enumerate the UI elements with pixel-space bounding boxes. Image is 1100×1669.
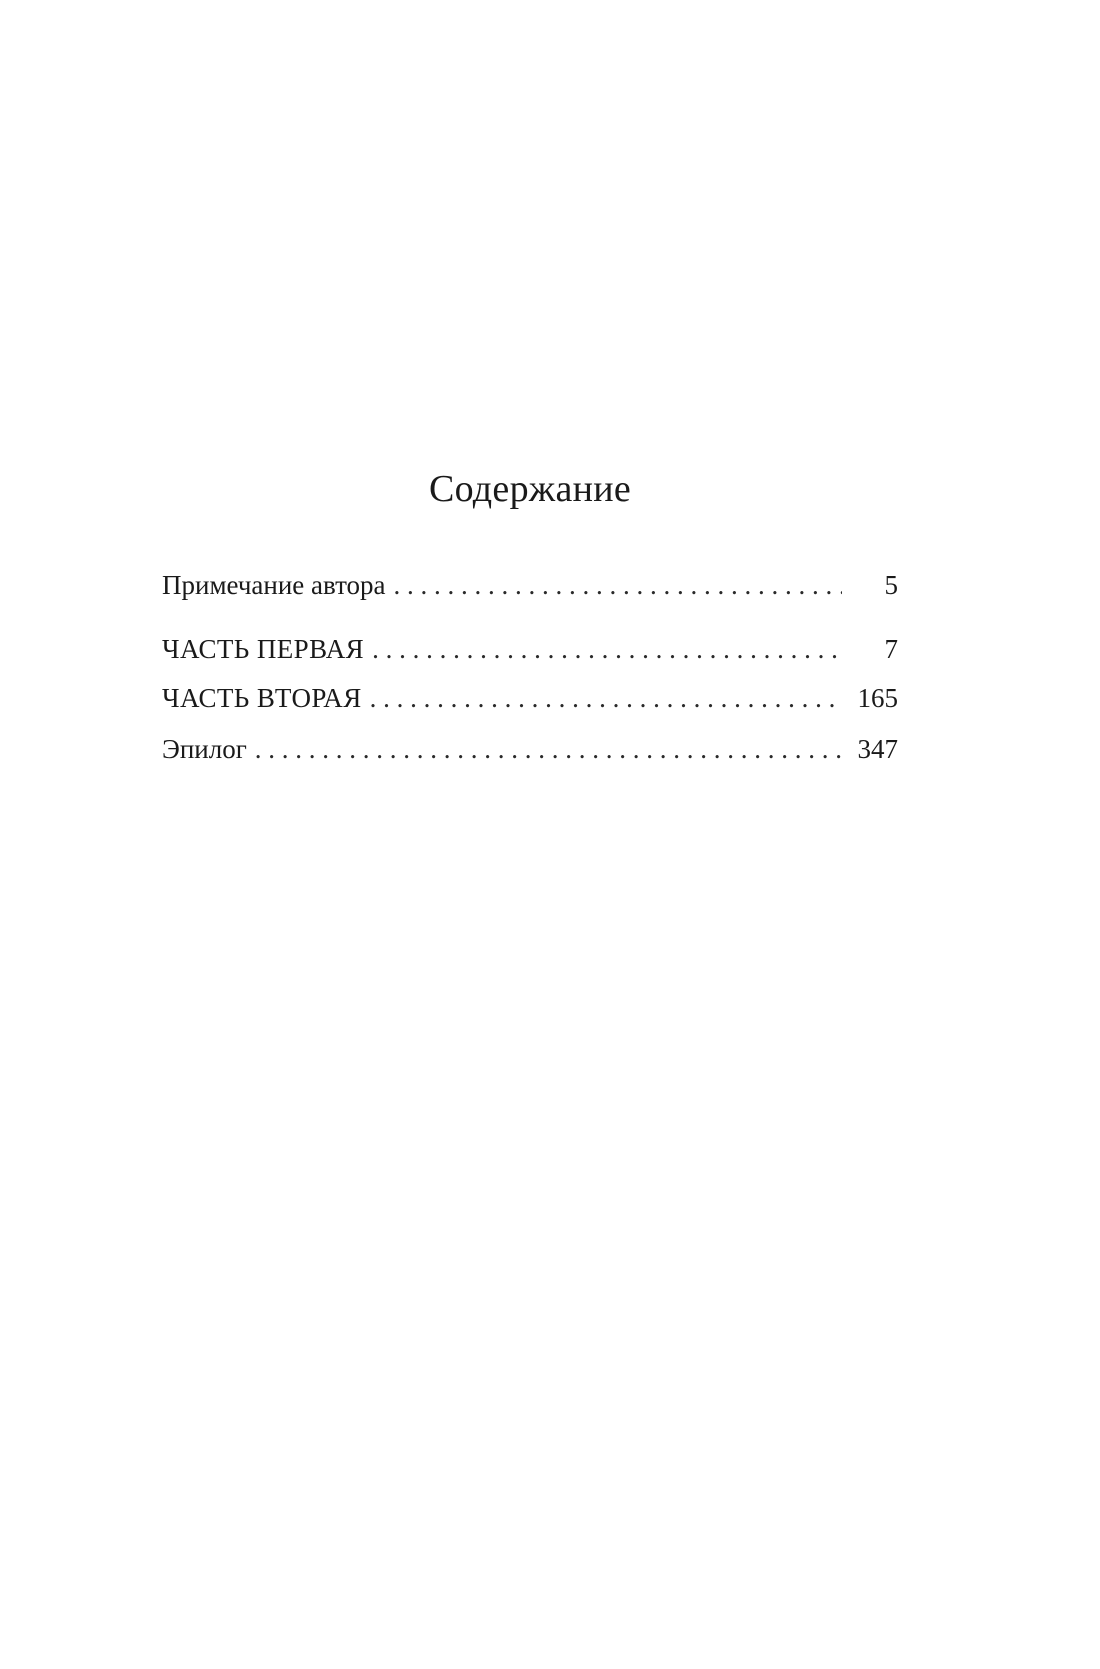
dot-leader xyxy=(372,636,842,663)
toc-entry-label: Эпилог xyxy=(162,734,247,764)
toc-entry-epilogue[interactable] xyxy=(162,736,898,763)
toc-entry-part-one[interactable] xyxy=(162,636,898,663)
dot-leader xyxy=(394,572,842,599)
toc-entry-author-note[interactable] xyxy=(162,572,898,599)
toc-page-number: 347 xyxy=(857,734,898,764)
toc-page-number: 165 xyxy=(857,683,898,713)
toc-page-number: 5 xyxy=(884,570,898,600)
dot-leader xyxy=(370,685,842,712)
toc-entry-part-two[interactable] xyxy=(162,685,898,712)
toc-entry-label: ЧАСТЬ ВТОРАЯ xyxy=(162,683,362,713)
toc-page-number: 7 xyxy=(884,634,898,664)
toc-entry-label: ЧАСТЬ ПЕРВАЯ xyxy=(162,634,365,664)
dot-leader xyxy=(255,736,842,763)
toc-entry-label: Примечание автора xyxy=(162,570,386,600)
toc-title: Содержание xyxy=(428,468,632,510)
